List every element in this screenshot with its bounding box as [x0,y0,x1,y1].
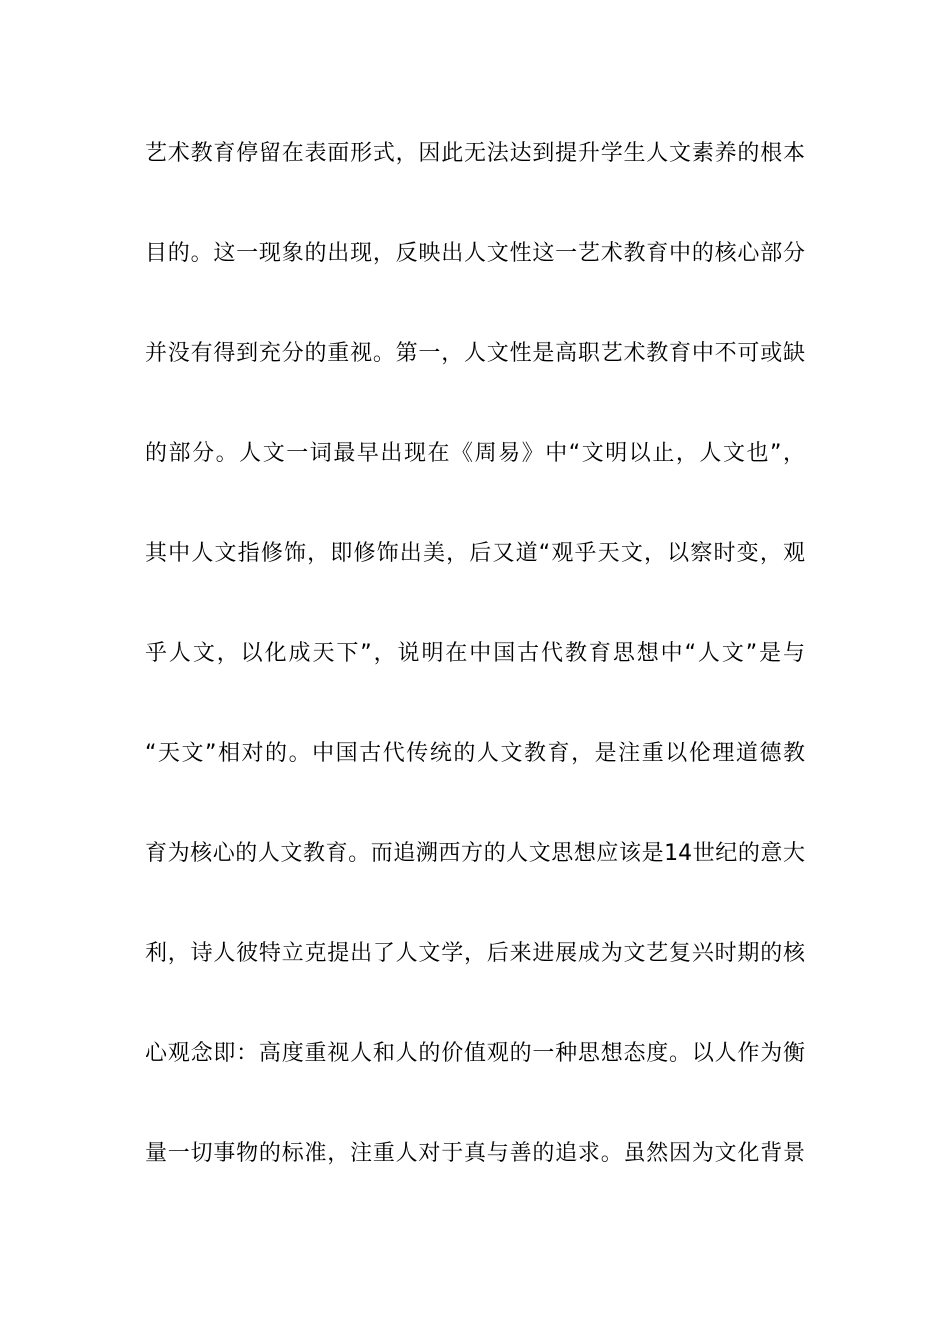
text-line-5: 其中人文指修饰，即修饰出美，后又道“观乎天文，以察时变，观 [145,541,805,566]
text-line-3: 并没有得到充分的重视。第一，人文性是高职艺术教育中不可或缺 [145,341,805,366]
text-line-2: 目的。这一现象的出现，反映出人文性这一艺术教育中的核心部分 [145,241,805,266]
text-line-1: 艺术教育停留在表面形式，因此无法达到提升学生人文素养的根本 [145,141,805,166]
text-line-6: 乎人文，以化成天下”，说明在中国古代教育思想中“人文”是与 [145,641,805,666]
text-line-10: 心观念即：高度重视人和人的价值观的一种思想态度。以人作为衡 [145,1041,805,1066]
text-line-9: 利，诗人彼特立克提出了人文学，后来进展成为文艺复兴时期的核 [145,941,805,966]
text-line-7: “天文”相对的。中国古代传统的人文教育，是注重以伦理道德教 [145,741,805,766]
text-line-8: 育为核心的人文教育。而追溯西方的人文思想应该是14世纪的意大 [145,841,805,866]
text-line-11: 量一切事物的标准，注重人对于真与善的追求。虽然因为文化背景 [145,1141,805,1166]
body-paragraph [145,132,805,1232]
text-line-4: 的部分。人文一词最早出现在《周易》中“文明以止，人文也”， [145,441,805,466]
